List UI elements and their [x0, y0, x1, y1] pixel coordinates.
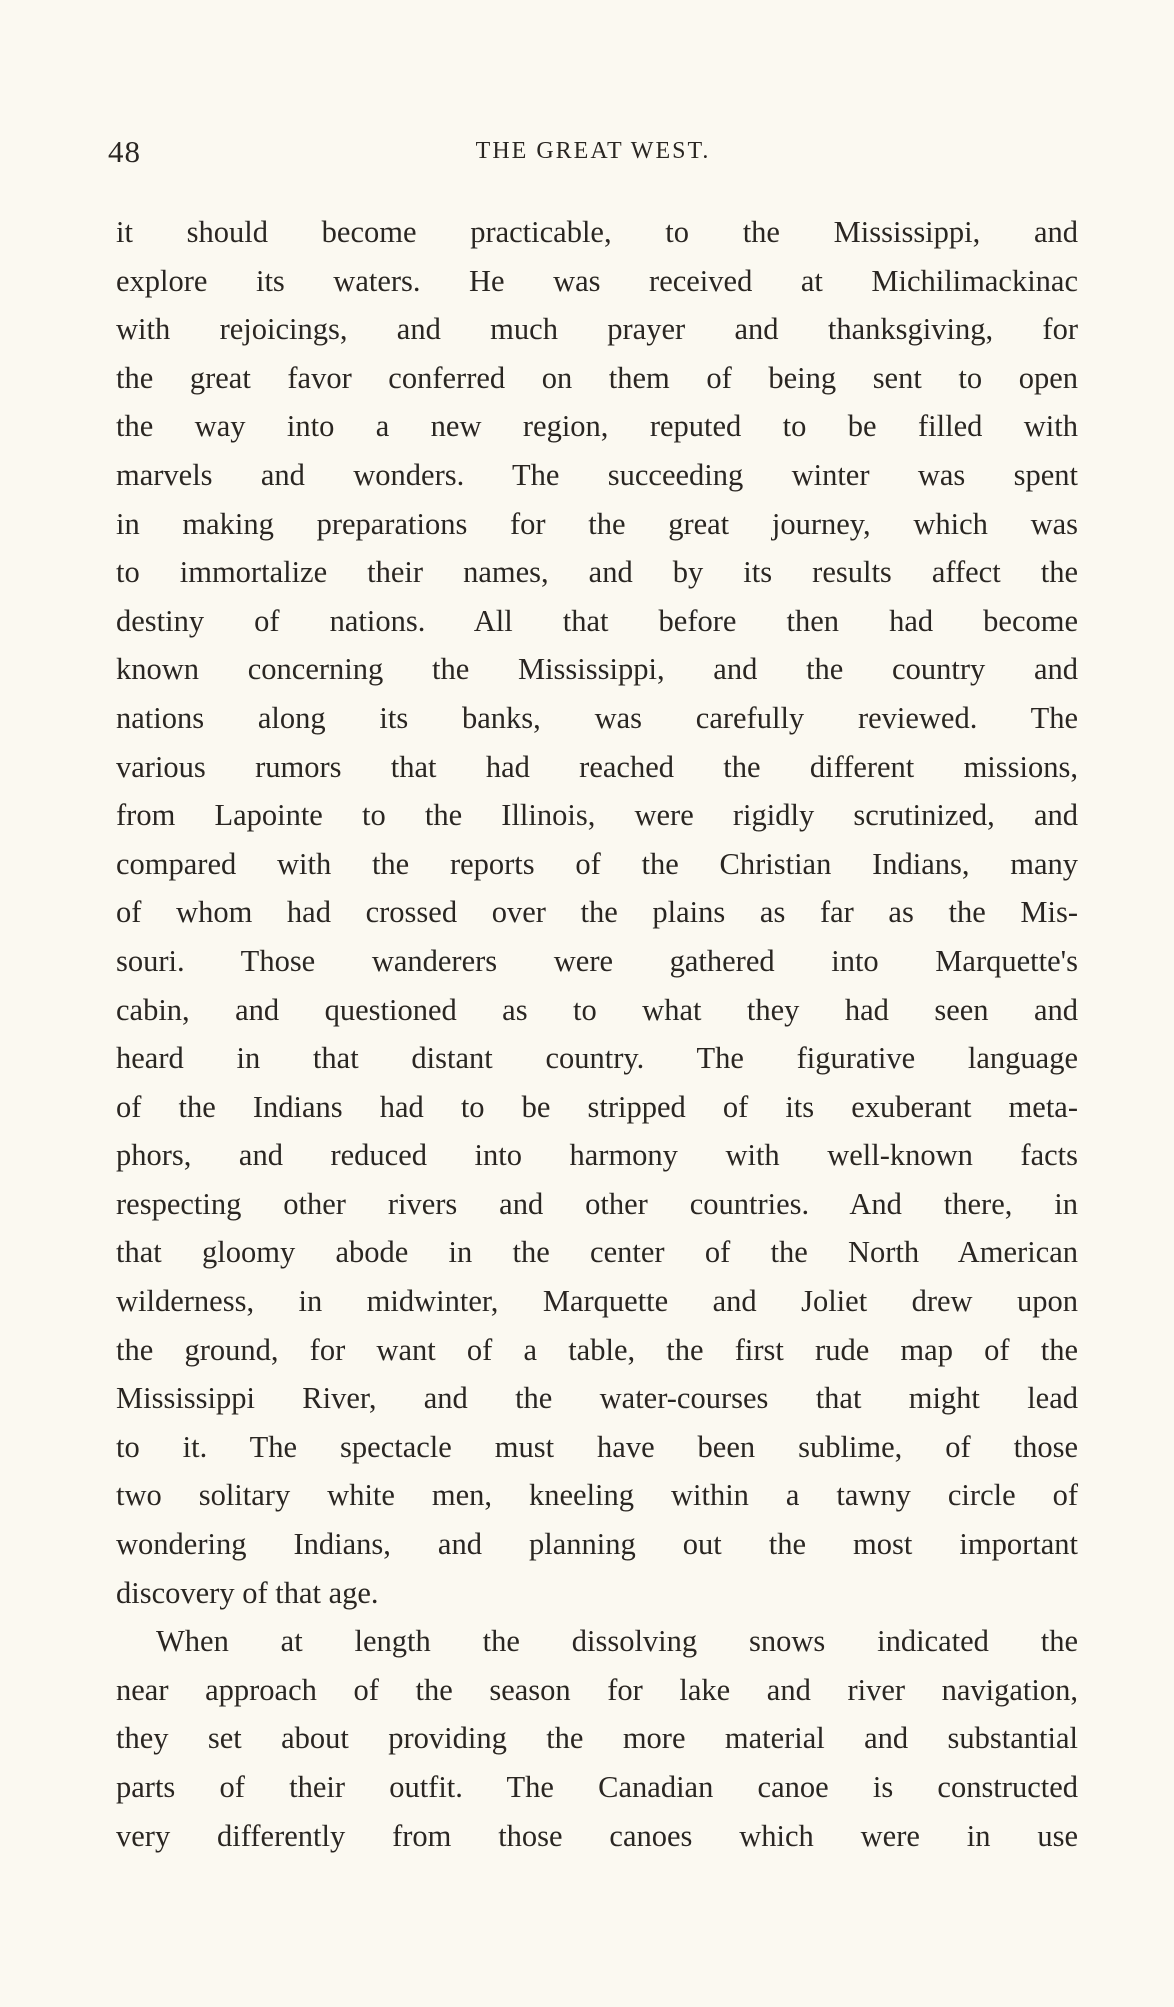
text-line: compared with the reports of the Christian Indians, many	[116, 846, 1078, 881]
text-line: the ground, for want of a table, the first rude map of the	[116, 1332, 1078, 1367]
body-text	[116, 208, 1078, 1860]
text-line: very differently from those canoes which were in use	[116, 1818, 1078, 1853]
text-line: Mississippi River, and the water-courses that might lead	[116, 1381, 1078, 1416]
text-line: of whom had crossed over the plains as far as the Mis-	[116, 895, 1078, 930]
text-line: that gloomy abode in the center of the North American	[116, 1235, 1078, 1270]
text-line: respecting other rivers and other countries. And there, in	[116, 1186, 1078, 1221]
text-line: wondering Indians, and planning out the most important	[116, 1527, 1078, 1562]
text-line: explore its waters. He was received at Michilimackinac	[116, 263, 1078, 298]
text-line: it should become practicable, to the Mississippi, and	[116, 215, 1078, 249]
text-line: to immortalize their names, and by its results affect the	[116, 555, 1078, 590]
text-line: cabin, and questioned as to what they had seen and	[116, 992, 1078, 1027]
paragraph-end-line: discovery of that age.	[116, 1575, 379, 1610]
text-line: from Lapointe to the Illinois, were rigidly scrutinized, and	[116, 798, 1078, 833]
text-line: the way into a new region, reputed to be filled with	[116, 409, 1078, 444]
text-line: with rejoicings, and much prayer and thanksgiving, for	[116, 312, 1078, 347]
text-line: souri. Those wanderers were gathered into Marquette's	[116, 943, 1078, 978]
text-line: various rumors that had reached the different missions,	[116, 749, 1078, 784]
paragraph-start-line: When at length the dissolving snows indicated the	[156, 1624, 1078, 1659]
text-line: the great favor conferred on them of being sent to open	[116, 360, 1078, 395]
text-line: to it. The spectacle must have been sublime, of those	[116, 1429, 1078, 1464]
text-line: nations along its banks, was carefully reviewed. The	[116, 700, 1078, 735]
page-number: 48	[108, 134, 141, 169]
text-line: they set about providing the more material and substantial	[116, 1721, 1078, 1756]
text-line: of the Indians had to be stripped of its exuberant meta-	[116, 1089, 1078, 1124]
text-line: parts of their outfit. The Canadian canoe is constructed	[116, 1770, 1078, 1804]
running-title: THE GREAT WEST.	[475, 138, 711, 164]
text-line: two solitary white men, kneeling within a tawny circle of	[116, 1478, 1078, 1513]
text-line: near approach of the season for lake and river navigation,	[116, 1672, 1078, 1707]
text-line: marvels and wonders. The succeeding winter was spent	[116, 457, 1078, 492]
text-line: wilderness, in midwinter, Marquette and Joliet drew upon	[116, 1284, 1078, 1319]
running-head	[108, 134, 1078, 174]
text-line: heard in that distant country. The figurative language	[116, 1041, 1078, 1076]
text-line: known concerning the Mississippi, and the country and	[116, 652, 1078, 687]
text-line: phors, and reduced into harmony with well-known facts	[116, 1138, 1078, 1173]
text-line: in making preparations for the great journey, which was	[116, 506, 1078, 541]
text-line: destiny of nations. All that before then had become	[116, 603, 1078, 638]
